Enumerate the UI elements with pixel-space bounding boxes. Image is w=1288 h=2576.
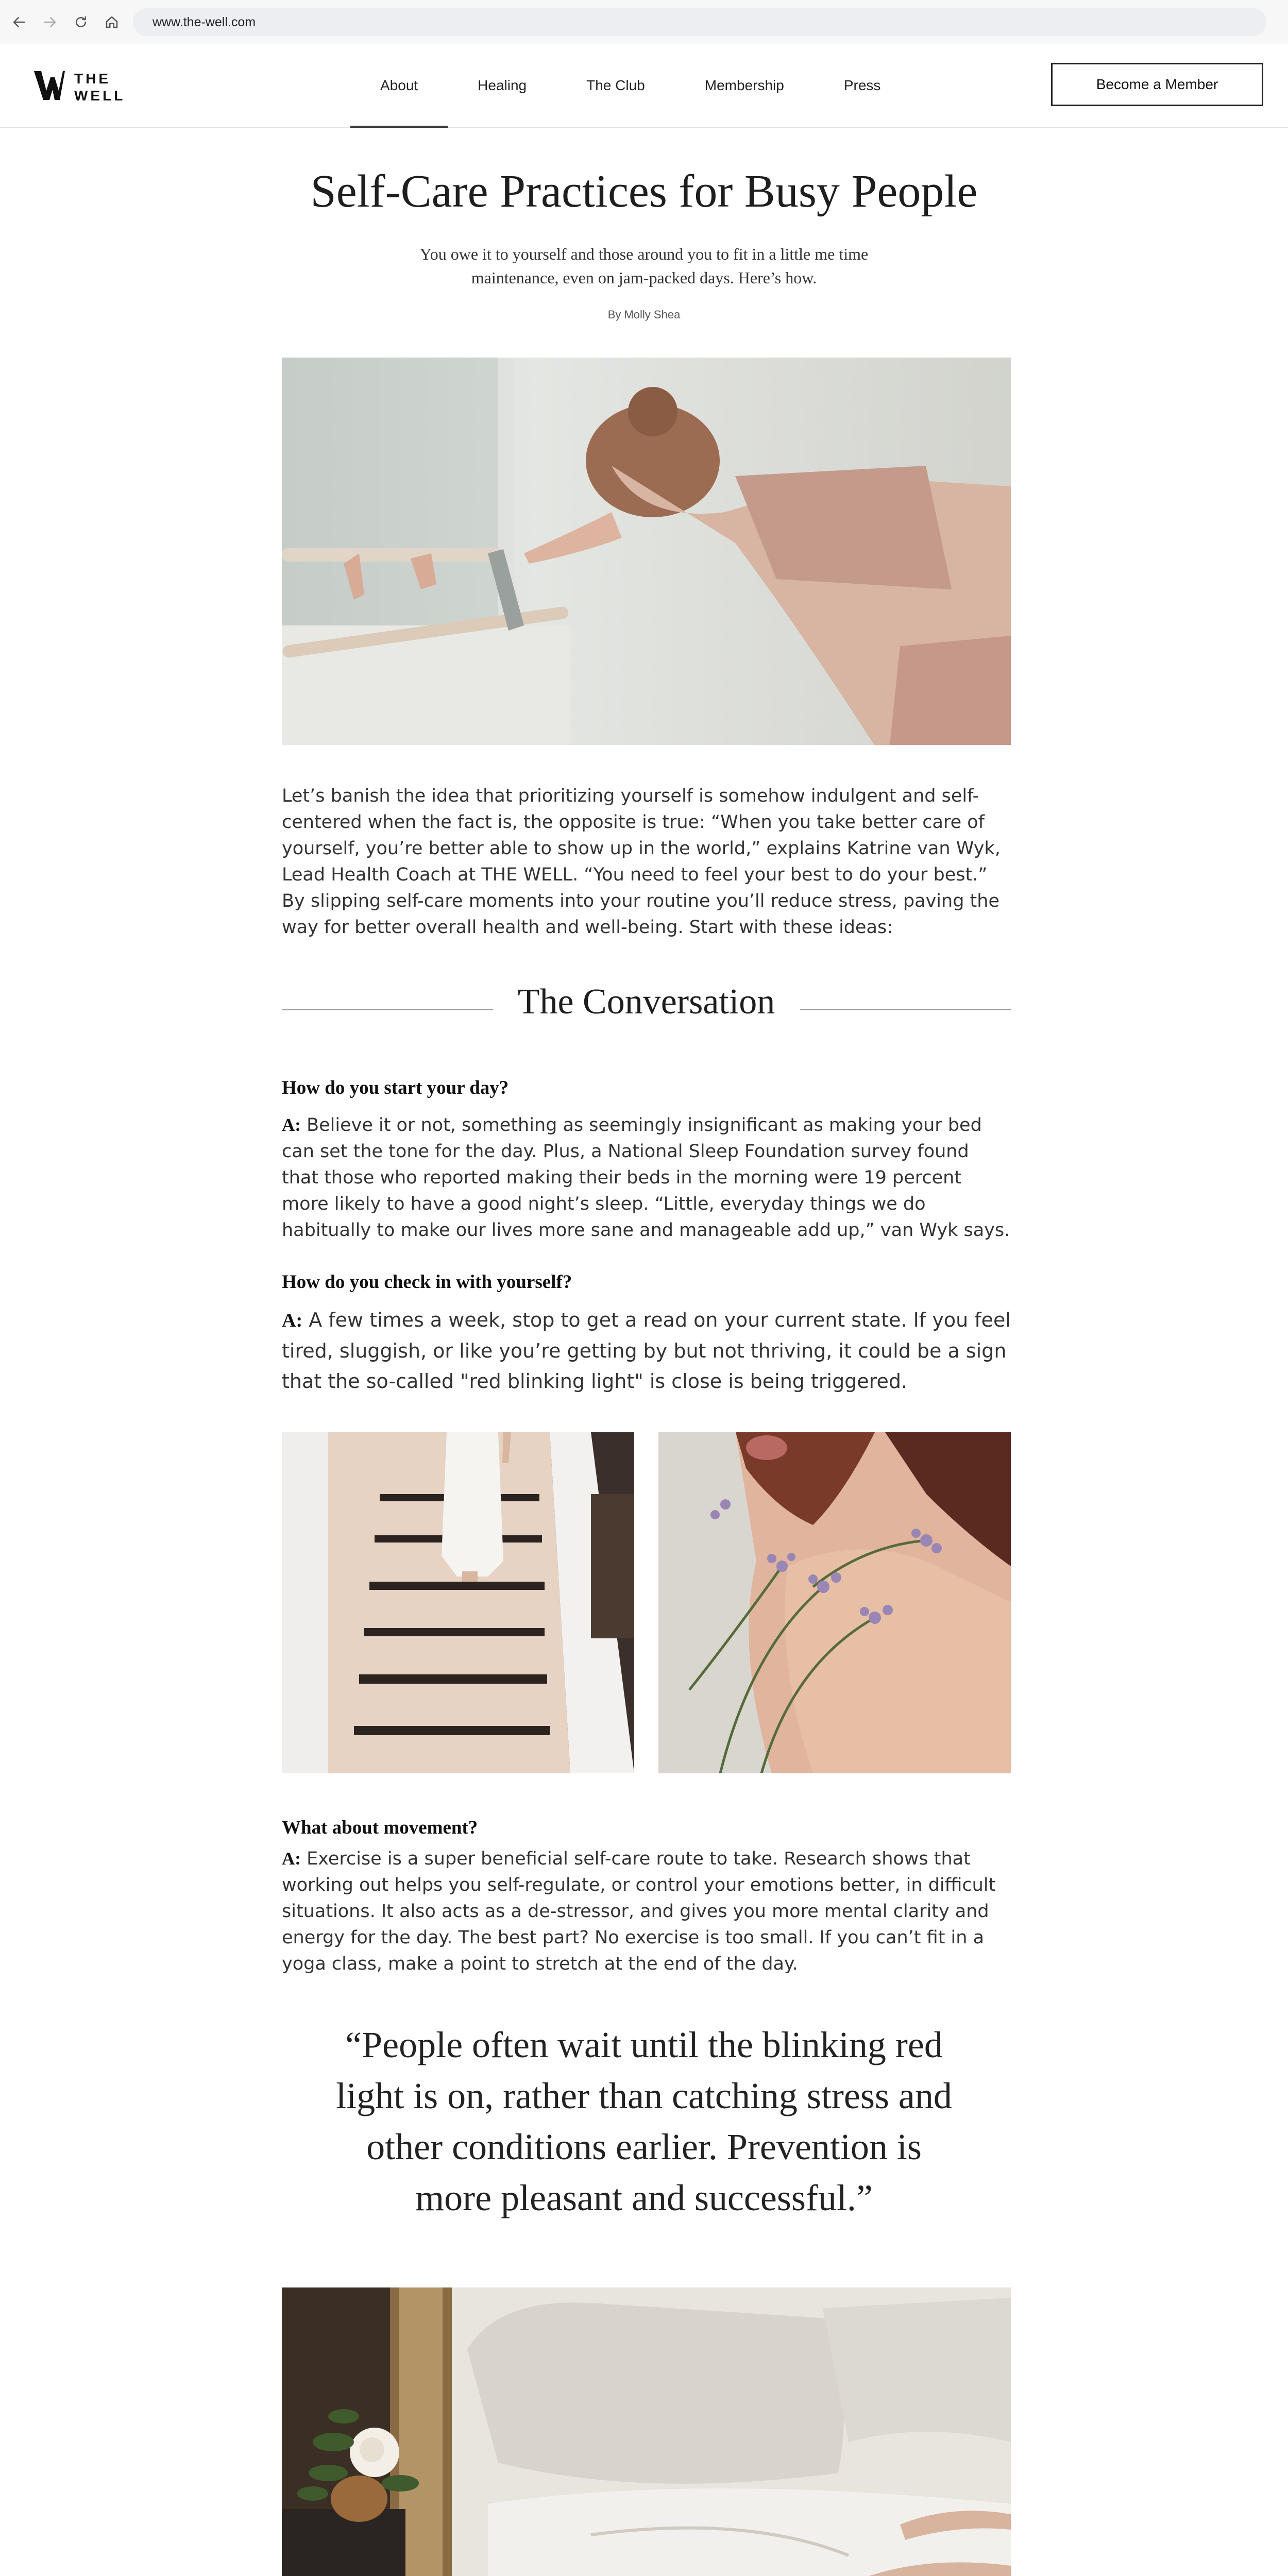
flowers-photo [658,1432,1011,1773]
answer-3 [282,1845,1011,1977]
logo-text [74,70,125,104]
logo-line-1: THE [74,71,111,87]
logo-line-2: WELL [74,88,126,104]
nav-item-the-club[interactable]: The Club [586,77,645,93]
nav-item-press[interactable]: Press [843,77,881,93]
answer-2 [282,1305,1011,1397]
answer-prefix: A: [282,1115,301,1135]
question-2: How do you check in with yourself? [282,1272,572,1293]
answer-prefix: A: [282,1849,301,1869]
reload-icon[interactable] [71,12,91,32]
answer-2-text: A few times a week, stop to get a read on your current state. If you feel tired, sluggish, or like you’re getting by but not thriving, it could be a sign that the so-called "red blinking light" is close is being triggered. [282,1309,1011,1393]
section-divider [282,981,1011,1033]
bed-photo [282,2287,1011,2576]
answer-3-text: Exercise is a super beneficial self-care route to take. Research shows that working out helps you self-regulate, or control your emotions better, in difficult situations. It also acts as a de-stressor, and gives you more mental clarity and energy for the day. The best part? No exercise is too small. If you can’t fit in a yoga class, make a point to stretch at the end of the day. [282,1849,996,1974]
become-member-button[interactable]: Become a Member [1051,63,1263,106]
logo[interactable] [34,68,132,104]
main-nav [350,44,910,127]
stairs-photo [282,1432,634,1773]
article-byline: By Molly Shea [607,308,681,321]
article-dek: You owe it to yourself and those around you to fit in a little me time maintenance, even on jam-packed days. Here’s how. [419,245,869,287]
nav-item-about[interactable]: About [350,44,448,127]
back-icon[interactable] [9,12,29,32]
question-3: What about movement? [282,1817,478,1838]
section-title: The Conversation [517,982,775,1022]
forward-icon[interactable] [40,12,60,32]
hero-photo [282,358,1011,745]
divider-line-right [800,1009,1011,1010]
intro-paragraph: Let’s banish the idea that prioritizing yourself is somehow indulgent and self-centered when the fact is, the opposite is true: “When you take better care of yourself, you’re better able to show up in the world,” explains Katrine van Wyk, Lead Health Coach at THE WELL. “You need to feel your best to do your best.” By slipping self-care moments into your routine you’ll reduce stress, paving the way for better overall health and well-being. Start with these ideas: [282,786,1001,938]
url-text: www.the-well.com [152,15,256,29]
site-header [0,44,1288,128]
answer-prefix: A: [282,1310,303,1331]
question-1: How do you start your day? [282,1077,509,1098]
article-title: Self-Care Practices for Busy People [310,166,978,217]
nav-item-membership[interactable]: Membership [704,77,784,93]
address-bar[interactable] [133,8,1266,36]
nav-item-healing[interactable]: Healing [478,77,527,93]
pull-quote: “People often wait until the blinking red light is on, rather than catching stress and other conditions earlier. Prevention is more pleasant and successful.” [336,2024,952,2218]
browser-toolbar [0,0,1288,45]
home-icon[interactable] [102,12,122,32]
answer-1 [282,1112,1011,1244]
logo-mark-icon [34,71,65,100]
answer-1-text: Believe it or not, something as seemingly insignificant as making your bed can set the tone for the day. Plus, a National Sleep Foundation survey found that those who reported making their beds in the morning were 19 percent more likely to have a good night’s sleep. “Little, everyday things we do habitually to make our lives more sane and manageable add up,” van Wyk says. [282,1115,1010,1241]
